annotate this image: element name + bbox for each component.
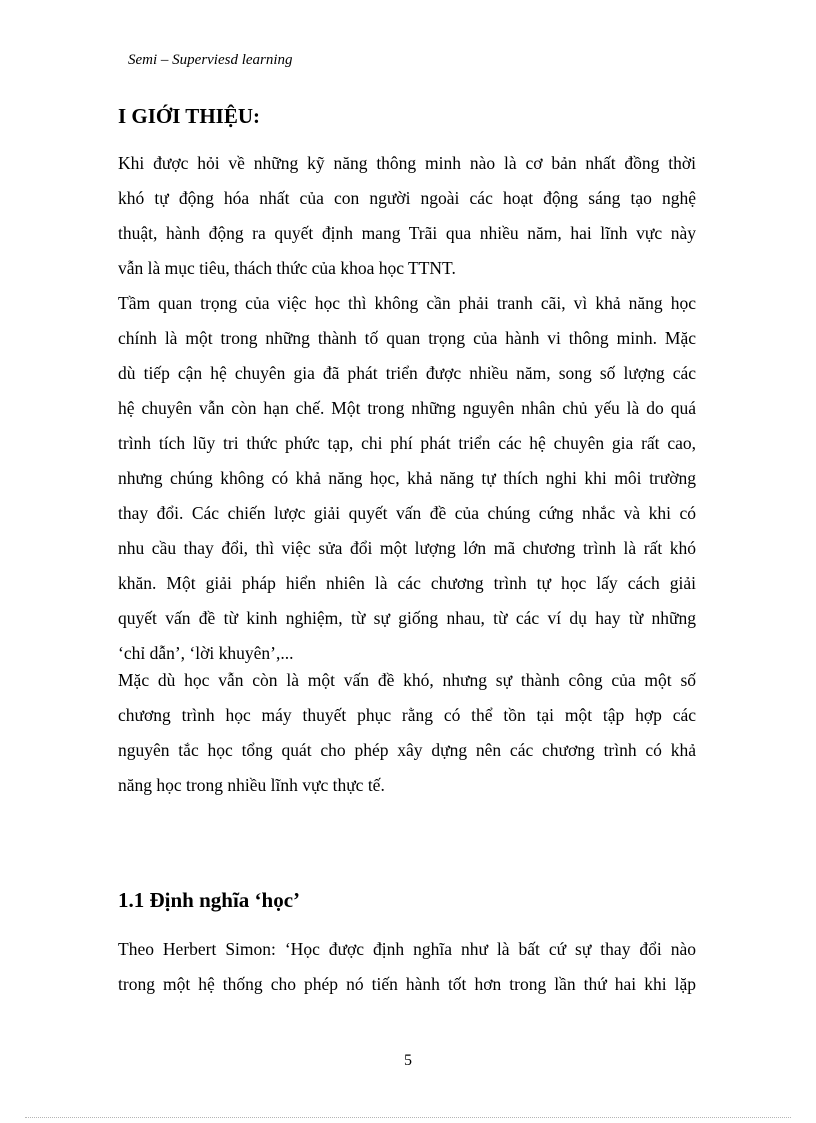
text-line: nhưng chúng không có khả năng học, khả năng tự thích nghi khi môi trường: [118, 468, 696, 488]
paragraph: [118, 146, 696, 286]
text-line: Khi được hỏi về những kỹ năng thông minh nào là cơ bản nhất đồng thời: [118, 153, 696, 173]
paragraph: [118, 663, 696, 803]
text-line: vẫn là mục tiêu, thách thức của khoa học TTNT.: [118, 258, 456, 278]
text-line: năng học trong nhiều lĩnh vực thực tế.: [118, 775, 385, 795]
text-line: hệ chuyên vẫn còn hạn chế. Một trong những nguyên nhân chủ yếu là do quá: [118, 398, 696, 418]
text-line: thuật, hành động ra quyết định mang Trãi qua nhiều năm, hai lĩnh vực này: [118, 223, 696, 243]
text-line: thay đổi. Các chiến lược giải quyết vấn đề của chúng cứng nhắc và khi có: [118, 503, 696, 523]
running-header: Semi – Superviesd learning: [128, 52, 293, 68]
text-line: chính là một trong những thành tố quan trọng của hành vi thông minh. Mặc: [118, 328, 696, 348]
text-line: nhu cầu thay đổi, thì việc sửa đổi một lượng lớn mã chương trình là rất khó: [118, 538, 696, 558]
text-line: trong một hệ thống cho phép nó tiến hành tốt hơn trong lần thứ hai khi lặp: [118, 974, 696, 994]
text-line: trình tích lũy tri thức phức tạp, chi phí phát triển các hệ chuyên gia rất cao,: [118, 433, 696, 453]
text-line: nguyên tắc học tổng quát cho phép xây dựng nên các chương trình có khả: [118, 740, 696, 760]
text-line: ‘chỉ dẫn’, ‘lời khuyên’,...: [118, 643, 294, 663]
text-line: quyết vấn đề từ kinh nghiệm, từ sự giống nhau, từ các ví dụ hay từ những: [118, 608, 696, 628]
page-bottom-divider: [25, 1117, 791, 1118]
text-line: dù tiếp cận hệ chuyên gia đã phát triển được nhiều năm, song số lượng các: [118, 363, 696, 383]
text-line: Tầm quan trọng của việc học thì không cần phải tranh cãi, vì khả năng học: [118, 293, 696, 313]
paragraph: [118, 286, 696, 671]
page-number: 5: [404, 1052, 412, 1069]
text-line: Theo Herbert Simon: ‘Học được định nghĩa như là bất cứ sự thay đổi nào: [118, 939, 696, 959]
text-line: chương trình học máy thuyết phục rằng có thể tồn tại một tập hợp các: [118, 705, 696, 725]
section-heading-introduction: I GIỚI THIỆU:: [118, 104, 260, 128]
section-heading-definition: 1.1 Định nghĩa ‘học’: [118, 888, 301, 912]
text-line: khó tự động hóa nhất của con người ngoài các hoạt động sáng tạo nghệ: [118, 188, 696, 208]
paragraph: [118, 932, 696, 1002]
text-line: Mặc dù học vẫn còn là một vấn đề khó, nhưng sự thành công của một số: [118, 670, 696, 690]
text-line: khăn. Một giải pháp hiển nhiên là các chương trình tự học lấy cách giải: [118, 573, 696, 593]
